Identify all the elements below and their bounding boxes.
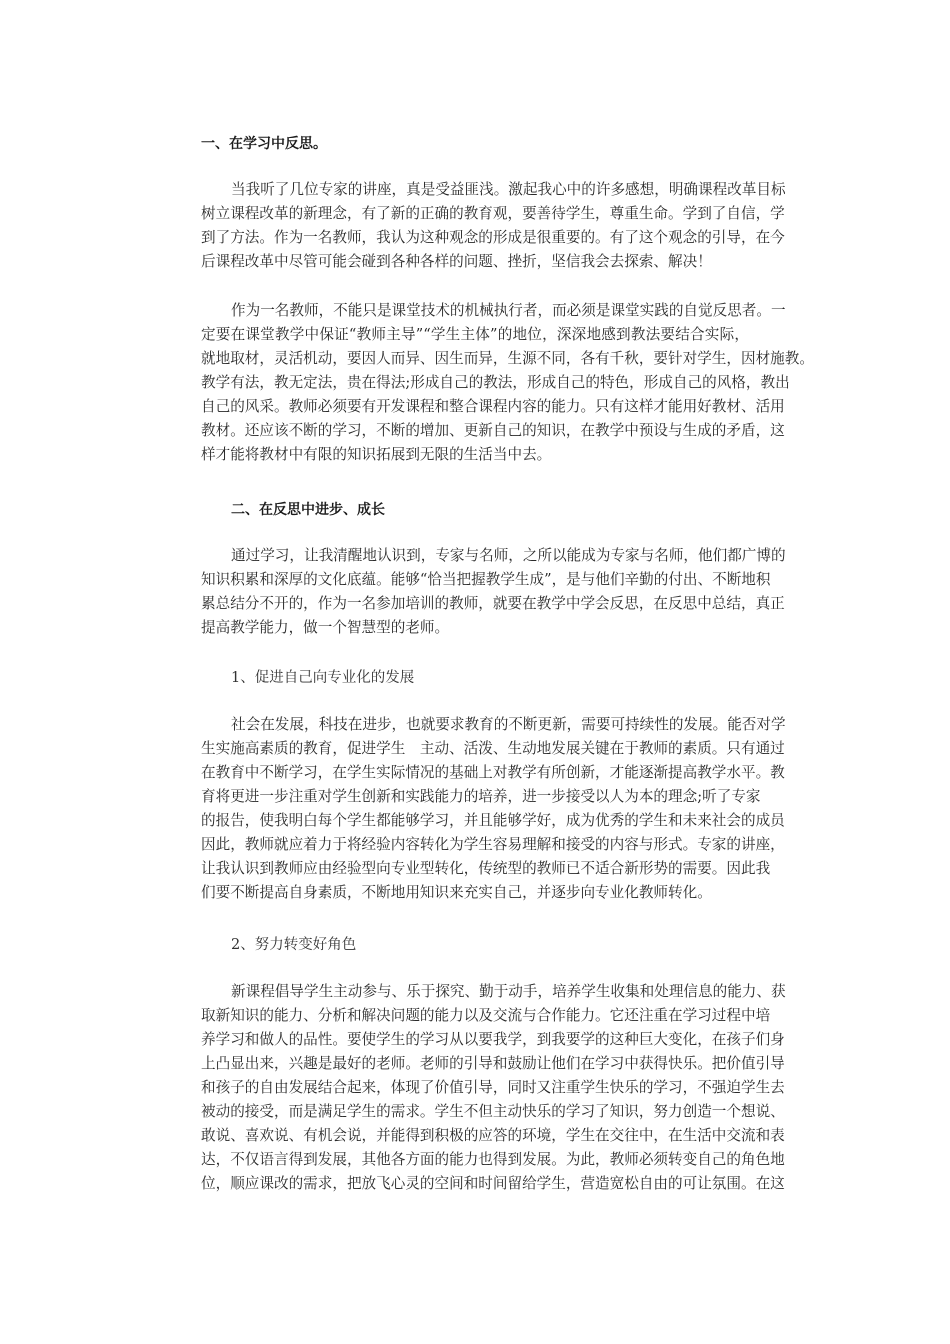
text-line: 作为一名教师，不能只是课堂技术的机械执行者，而必须是课堂实践的自觉反思者。一 [231, 302, 786, 319]
text-line: 生实施高素质的教育，促进学生 主动、活泼、生动地发展关键在于教师的素质。只有通过 [201, 740, 785, 757]
text-line: 当我听了几位专家的讲座，真是受益匪浅。激起我心中的许多感想，明确课程改革目标 [231, 181, 786, 198]
text-line: 被动的接受，而是满足学生的需求。学生不但主动快乐的学习了知识，努力创造一个想说、 [201, 1103, 785, 1120]
section-heading-1: 一、在学习中反思。 [201, 136, 327, 152]
paragraph [201, 544, 786, 640]
text-line: 和孩子的自由发展结合起来，体现了价值引导，同时又注重学生快乐的学习，不强迫学生去 [201, 1079, 785, 1096]
text-line: 自己的风采。教师必须要有开发课程和整合课程内容的能力。只有这样才能用好教材、活用 [201, 398, 785, 415]
text-line: 树立课程改革的新理念，有了新的正确的教育观，要善待学生，尊重生命。学到了自信，学 [201, 205, 785, 222]
text-line: 敢说、喜欢说、有机会说，并能得到积极的应答的环境，学生在交往中，在生活中交流和表 [201, 1127, 785, 1144]
text-line: 后课程改革中尽管可能会碰到各种各样的问题、挫折，坚信我会去探索、解决！ [201, 253, 712, 270]
text-line: 累总结分不开的，作为一名参加培训的教师，就要在教学中学会反思，在反思中总结，真正 [201, 595, 785, 612]
text-line: 上凸显出来，兴趣是最好的老师。老师的引导和鼓励让他们在学习中获得快乐。把价值引导 [201, 1055, 785, 1072]
paragraph [201, 713, 786, 905]
text-line: 定要在课堂教学中保证“教师主导”“学生主体”的地位，深深地感到教法要结合实际， [201, 326, 749, 343]
text-line: 让我认识到教师应由经验型向专业型转化，传统型的教师已不适合新形势的需要。因此我 [201, 860, 771, 877]
text-line: 到了方法。作为一名教师，我认为这种观念的形成是很重要的。有了这个观念的引导，在今 [201, 229, 785, 246]
text-line: 新课程倡导学生主动参与、乐于探究、勤于动手，培养学生收集和处理信息的能力、获 [231, 983, 786, 1000]
paragraph [201, 980, 786, 1196]
text-line: 养学习和做人的品性。要使学生的学习从以要我学，到我要学的这种巨大变化，在孩子们身 [201, 1031, 785, 1048]
text-line: 们要不断提高自身素质，不断地用知识来充实自己，并逐步向专业化教师转化。 [201, 884, 712, 901]
subsection-title-1: 1、促进自己向专业化的发展 [231, 670, 415, 686]
text-line: 通过学习，让我清醒地认识到，专家与名师，之所以能成为专家与名师，他们都广博的 [231, 547, 786, 564]
text-line: 位，顺应课改的需求，把放飞心灵的空间和时间留给学生，营造宽松自由的可让氛围。在这 [201, 1175, 785, 1192]
section-heading-2: 二、在反思中进步、成长 [231, 502, 385, 518]
text-line: 社会在发展，科技在进步，也就要求教育的不断更新，需要可持续性的发展。能否对学 [231, 716, 786, 733]
paragraph [201, 299, 814, 467]
text-line: 取新知识的能力、分析和解决问题的能力以及交流与合作能力。它还注重在学习过程中培 [201, 1007, 771, 1024]
text-line: 因此，教师就应着力于将经验内容转化为学生容易理解和接受的内容与形式。专家的讲座， [201, 836, 785, 853]
paragraph [201, 178, 786, 274]
text-line: 就地取材，灵活机动，要因人而异、因生而异，生源不同，各有千秋，要针对学生，因材施教。 [201, 350, 814, 367]
text-line: 育将更进一步注重对学生创新和实践能力的培养，进一步接受以人为本的理念;听了专家 [201, 788, 761, 805]
text-line: 教材。还应该不断的学习，不断的增加、更新自己的知识，在教学中预设与生成的矛盾，这 [201, 422, 785, 439]
subsection-title-2: 2、努力转变好角色 [231, 937, 357, 953]
text-line: 提高教学能力，做一个智慧型的老师。 [201, 619, 450, 636]
text-line: 样才能将教材中有限的知识拓展到无限的生活当中去。 [201, 446, 552, 463]
text-line: 达，不仅语言得到发展，其他各方面的能力也得到发展。为此，教师必须转变自己的角色地 [201, 1151, 785, 1168]
text-line: 的报告，使我明白每个学生都能够学习，并且能够学好，成为优秀的学生和未来社会的成员 [201, 812, 785, 829]
text-line: 教学有法，教无定法，贵在得法;形成自己的教法，形成自己的特色，形成自己的风格，教出 [201, 374, 790, 391]
text-line: 在教育中不断学习，在学生实际情况的基础上对教学有所创新，才能逐渐提高教学水平。教 [201, 764, 785, 781]
text-line: 知识积累和深厚的文化底蕴。能够“恰当把握教学生成”，是与他们辛勤的付出、不断地积 [201, 571, 771, 588]
